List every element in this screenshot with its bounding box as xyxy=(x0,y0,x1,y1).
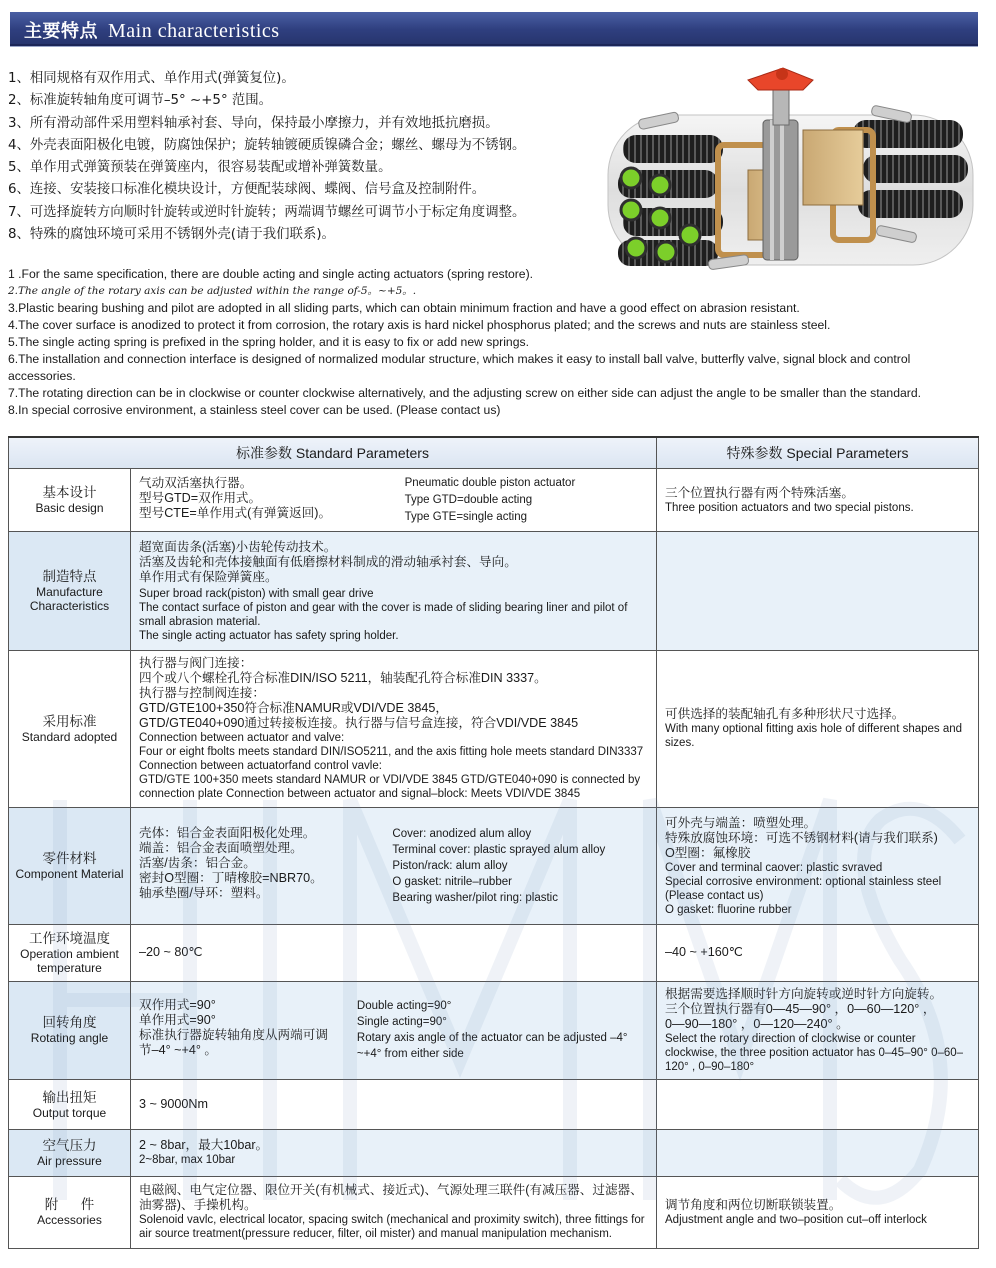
row-label xyxy=(9,1176,131,1248)
feature-cn-item: 1、相同规格有双作用式、单作用式(弹簧复位)。 xyxy=(8,71,295,86)
row-label-en: Standard adopted xyxy=(21,729,118,744)
table-row-temperature xyxy=(9,925,979,981)
table-row-output-torque xyxy=(9,1080,979,1130)
std-en-line: Four or eight fbolts meets standard DIN/ISO5211, and the axis fitting hole meets standard DIN3337 xyxy=(139,746,644,759)
std-en-line: Solenoid vavlc, electrical locator, spacing switch (mechanical and proximity switch), three fittings for air source treatment(pressure reducer, filter, oil mister) and manual manipulation mechanism. xyxy=(139,1214,645,1241)
std-cn-line: 执行器与控制阀连接： xyxy=(139,686,265,701)
std-en-line: Single acting=90° xyxy=(356,1016,447,1029)
std-en-line: Super broad rack(piston) with small gear drive xyxy=(139,587,374,600)
standard-cell xyxy=(131,1080,657,1130)
feature-cn-item: 2、标准旋转轴角度可调节–5° ~+5° 范围。 xyxy=(8,93,273,109)
std-en-line: Connection between actuator and valve: xyxy=(139,732,345,745)
row-label xyxy=(9,532,131,651)
std-en-line: 2~8bar, max 10bar xyxy=(139,1154,236,1167)
std-en-line: GTD/GTE 100+350 meets standard NAMUR or VDI/VDE 3845 GTD/GTE040+090 is connected by connection plate Connection between actuator and signal–block: Meets VDI/VDE 3845 xyxy=(139,774,641,801)
row-label xyxy=(9,1080,131,1130)
spec-value: –40 ~ +160℃ xyxy=(665,945,743,960)
std-cn-line: 密封O型圈：丁晴橡胶=NBR70。 xyxy=(139,871,323,886)
actuator-cutaway-image xyxy=(598,60,983,290)
std-cn-line: 型号CTE=单作用式(有弹簧返回)。 xyxy=(139,506,332,521)
row-label-cn: 附 件 xyxy=(44,1197,95,1213)
std-cn-line: GTD/GTE100+350符合标准NAMUR或VDI/VDE 3845， xyxy=(139,701,448,716)
std-en-line: Cover: anodized alum alloy xyxy=(392,828,532,841)
row-label-cn: 工作环境温度 xyxy=(29,930,110,946)
features-en-list xyxy=(8,266,978,419)
spec-en-line: Special corrosive environment: optional stainless steel (Please contact us) xyxy=(665,875,942,902)
special-cell xyxy=(657,925,979,981)
row-label-en: Output torque xyxy=(32,1105,107,1120)
header-divider xyxy=(10,46,978,47)
feature-en-item: 4.The cover surface is anodized to protect it from corrosion, the rotary axis is hard nickel phosphorus plated; and the screws and nuts are stainless steel. xyxy=(8,318,831,332)
feature-en-item: 7.The rotating direction can be in clockwise or counter clockwise alternatively, and the adjusting screw on either side can adjust the angle to be smaller than the standard. xyxy=(8,386,921,400)
section-title xyxy=(24,17,280,43)
spec-en-line: Cover and terminal caover: plastic svraved xyxy=(665,861,883,874)
std-cn-line: 单作用式有保险弹簧座。 xyxy=(139,569,278,584)
std-cn-line: 壳体：铝合金表面阳极化处理。 xyxy=(139,826,316,841)
spec-cn-line: 可外壳与端盖：喷塑处理。 xyxy=(665,815,817,830)
spec-en-line: Select the rotary direction of clockwise or counter clockwise, the three position actuator has 0–45–90° 0–60–120° , 0–90–180° xyxy=(665,1032,964,1073)
std-cn-line: GTD/GTE040+090通过转接板连接。执行器与信号盒连接，符合VDI/VDE 3845 xyxy=(139,716,579,731)
spec-cn-line: 调节角度和两位切断联锁装置。 xyxy=(665,1197,842,1212)
standard-parameters-header: 标准参数 Standard Parameters xyxy=(9,437,657,469)
std-en-line: Pneumatic double piston actuator xyxy=(404,477,576,490)
table-row-rotating-angle xyxy=(9,981,979,1079)
std-cn-line: 电磁阀、电气定位器、限位开关(有机械式、接近式)、气源处理三联件(有减压器、过滤器、油雾器)、手操机构。 xyxy=(139,1183,643,1213)
spec-cn-line: 三个位置执行器有两个特殊活塞。 xyxy=(665,485,854,500)
table-row-manufacture xyxy=(9,532,979,651)
row-label xyxy=(9,1130,131,1176)
std-en-line: Double acting=90° xyxy=(356,1000,452,1013)
std-en-line: The contact surface of piston and gear with the cover is made of sliding bearing liner and pilot of small abrasion material. xyxy=(139,601,628,628)
std-cn-line: 超宽面齿条(活塞)小齿轮传动技术。 xyxy=(139,539,337,554)
section-header-bar xyxy=(10,12,978,46)
spec-cn-line: 可供选择的装配轴孔有多种形状尺寸选择。 xyxy=(665,707,905,722)
row-label-cn: 采用标准 xyxy=(42,713,97,729)
row-label xyxy=(9,981,131,1079)
row-label xyxy=(9,807,131,925)
feature-en-item: 6.The installation and connection interface is designed of normalized modular structure, which makes it easy to install ball valve, butterfly valve, signal block and control accessories. xyxy=(8,352,911,383)
row-label-en: Component Material xyxy=(15,867,124,882)
special-cell xyxy=(657,981,979,1079)
row-label xyxy=(9,469,131,532)
feature-en-item: 8.In special corrosive environment, a stainless steel cover can be used. (Please contact us) xyxy=(8,403,501,417)
table-row-basic-design xyxy=(9,469,979,532)
feature-en-item: 1 .For the same specification, there are double acting and single acting actuators (spring restore). xyxy=(8,267,534,281)
std-en-line: Rotary axis angle of the actuator can be adjusted –4° ~+4° from either side xyxy=(356,1032,628,1061)
parameters-table xyxy=(8,436,979,1249)
feature-en-item: 2.The angle of the rotary axis can be adjusted within the range of-5。~+5。. xyxy=(8,285,417,297)
std-value: 3 ~ 9000Nm xyxy=(139,1097,208,1112)
table-row-accessories xyxy=(9,1176,979,1248)
row-label-cn: 基本设计 xyxy=(42,485,97,501)
special-parameters-header: 特殊参数 Special Parameters xyxy=(657,437,979,469)
std-cn-line: 型号GTD=双作用式。 xyxy=(139,491,262,506)
row-label xyxy=(9,651,131,808)
standard-cell xyxy=(131,1176,657,1248)
row-label-en: Air pressure xyxy=(37,1153,102,1168)
std-en-line: The single acting actuator has safety spring holder. xyxy=(139,629,399,642)
feature-cn-item: 5、单作用式弹簧预装在弹簧座内，很容易装配或增补弹簧数量。 xyxy=(8,160,392,176)
special-cell xyxy=(657,1176,979,1248)
row-label-cn: 输出扭矩 xyxy=(42,1089,97,1105)
row-label xyxy=(9,925,131,981)
row-label-en: Operation ambient temperature xyxy=(20,946,119,975)
std-cn-line: 四个或八个螺栓孔符合标准DIN/ISO 5211，轴装配孔符合标准DIN 3337。 xyxy=(139,671,547,686)
std-cn-line: 气动双活塞执行器。 xyxy=(139,476,253,491)
std-en-line: Terminal cover: plastic sprayed alum alloy xyxy=(392,844,606,857)
row-label-en: Rotating angle xyxy=(30,1031,109,1046)
std-cn-line: 执行器与阀门连接： xyxy=(139,656,253,671)
std-en-line: O gasket: nitrile–rubber xyxy=(392,876,512,889)
special-cell xyxy=(657,1130,979,1176)
table-row-component-material xyxy=(9,807,979,925)
standard-cell xyxy=(131,651,657,808)
row-label-en: Manufacture Characteristics xyxy=(29,585,110,614)
row-label-cn: 回转角度 xyxy=(42,1015,97,1031)
std-cn-line: 轴承垫圈/导环：塑料。 xyxy=(139,886,269,901)
row-label-cn: 零件材料 xyxy=(42,851,97,867)
feature-cn-item: 3、所有滑动部件采用塑料轴承衬套、导向，保持最小摩擦力，并有效地抵抗磨损。 xyxy=(8,115,499,131)
feature-cn-item: 8、特殊的腐蚀环境可采用不锈钢外壳(请于我们联系)。 xyxy=(8,227,335,243)
spec-cn-line: O型圈：氟橡胶 xyxy=(665,845,751,860)
standard-cell xyxy=(131,925,657,981)
spec-cn-line: 特殊放腐蚀环境：可选不锈钢材料(请与我们联系) xyxy=(665,830,938,845)
std-cn-line: 端盖：铝合金表面喷塑处理。 xyxy=(139,841,303,856)
table-row-air-pressure xyxy=(9,1130,979,1176)
std-cn-line: 活塞及齿轮和壳体接触面有低磨擦材料制成的滑动轴承衬套、导向。 xyxy=(139,554,517,569)
std-cn-line: 标准执行器旋转轴角度从两端可调节–4° ~+4° 。 xyxy=(139,1028,328,1058)
std-en-line: Connection between actuatorfand control vavle: xyxy=(139,760,382,773)
section-title-en: Main characteristics xyxy=(108,20,280,42)
standard-cell xyxy=(131,807,657,925)
special-cell xyxy=(657,807,979,925)
std-en-line: Type GTE=single acting xyxy=(404,511,527,524)
feature-cn-item: 7、可选择旋转方向顺时针旋转或逆时针旋转；两端调节螺丝可调节小于标定角度调整。 xyxy=(8,204,526,220)
section-title-cn: 主要特点 xyxy=(24,21,98,42)
row-label-en: Basic design xyxy=(35,501,104,516)
spec-en-line: O gasket: fluorine rubber xyxy=(665,903,792,916)
standard-cell xyxy=(131,469,657,532)
std-cn-line: 活塞/齿条：铝合金。 xyxy=(139,856,256,871)
spec-en-line: Adjustment angle and two–position cut–off interlock xyxy=(665,1213,927,1226)
feature-en-item: 5.The single acting spring is prefixed in the spring holder, and it is easy to fix or add new springs. xyxy=(8,335,529,349)
std-en-line: Type GTD=double acting xyxy=(404,494,533,507)
row-label-en: Accessories xyxy=(37,1213,102,1228)
standard-cell xyxy=(131,1130,657,1176)
feature-en-item: 3.Plastic bearing bushing and pilot are adopted in all sliding parts, which can obtain minimum fraction and have a good effect on abrasion resistant. xyxy=(8,301,800,315)
special-cell xyxy=(657,1080,979,1130)
standard-cell xyxy=(131,532,657,651)
special-cell xyxy=(657,651,979,808)
row-label-cn: 制造特点 xyxy=(42,569,97,585)
spec-en-line: Three position actuators and two special pistons. xyxy=(665,501,914,514)
spec-en-line: With many optional fitting axis hole of different shapes and sizes. xyxy=(665,723,963,750)
spec-cn-line: 三个位置执行器有0—45—90° ，0—60—120° ， xyxy=(665,1001,936,1016)
row-label-cn: 空气压力 xyxy=(42,1137,97,1153)
feature-cn-item: 4、外壳表面阳极化电镀，防腐蚀保护；旋转轴镀硬质镍磷合金；螺丝、螺母为不锈钢。 xyxy=(8,137,526,153)
std-en-line: Piston/rack: alum alloy xyxy=(392,860,508,873)
std-cn-line: 单作用式=90° xyxy=(139,1013,216,1028)
std-cn-line: 2 ~ 8bar，最大10bar。 xyxy=(139,1138,269,1153)
std-value: –20 ~ 80℃ xyxy=(139,945,203,960)
std-cn-line: 双作用式=90° xyxy=(139,998,216,1013)
special-cell xyxy=(657,532,979,651)
spec-cn-line: 0—90—180° ，0—120—240° 。 xyxy=(665,1016,849,1031)
feature-cn-item: 6、连接、安装接口标准化模块设计，方便配装球阀、蝶阀、信号盒及控制附件。 xyxy=(8,182,486,198)
standard-cell xyxy=(131,981,657,1079)
features-cn-list xyxy=(8,68,608,246)
std-en-line: Bearing washer/pilot ring: plastic xyxy=(392,892,558,905)
spec-cn-line: 根据需要选择顺时针方向旋转或逆时针方向旋转。 xyxy=(665,986,943,1001)
table-row-standard-adopted xyxy=(9,651,979,808)
special-cell xyxy=(657,469,979,532)
